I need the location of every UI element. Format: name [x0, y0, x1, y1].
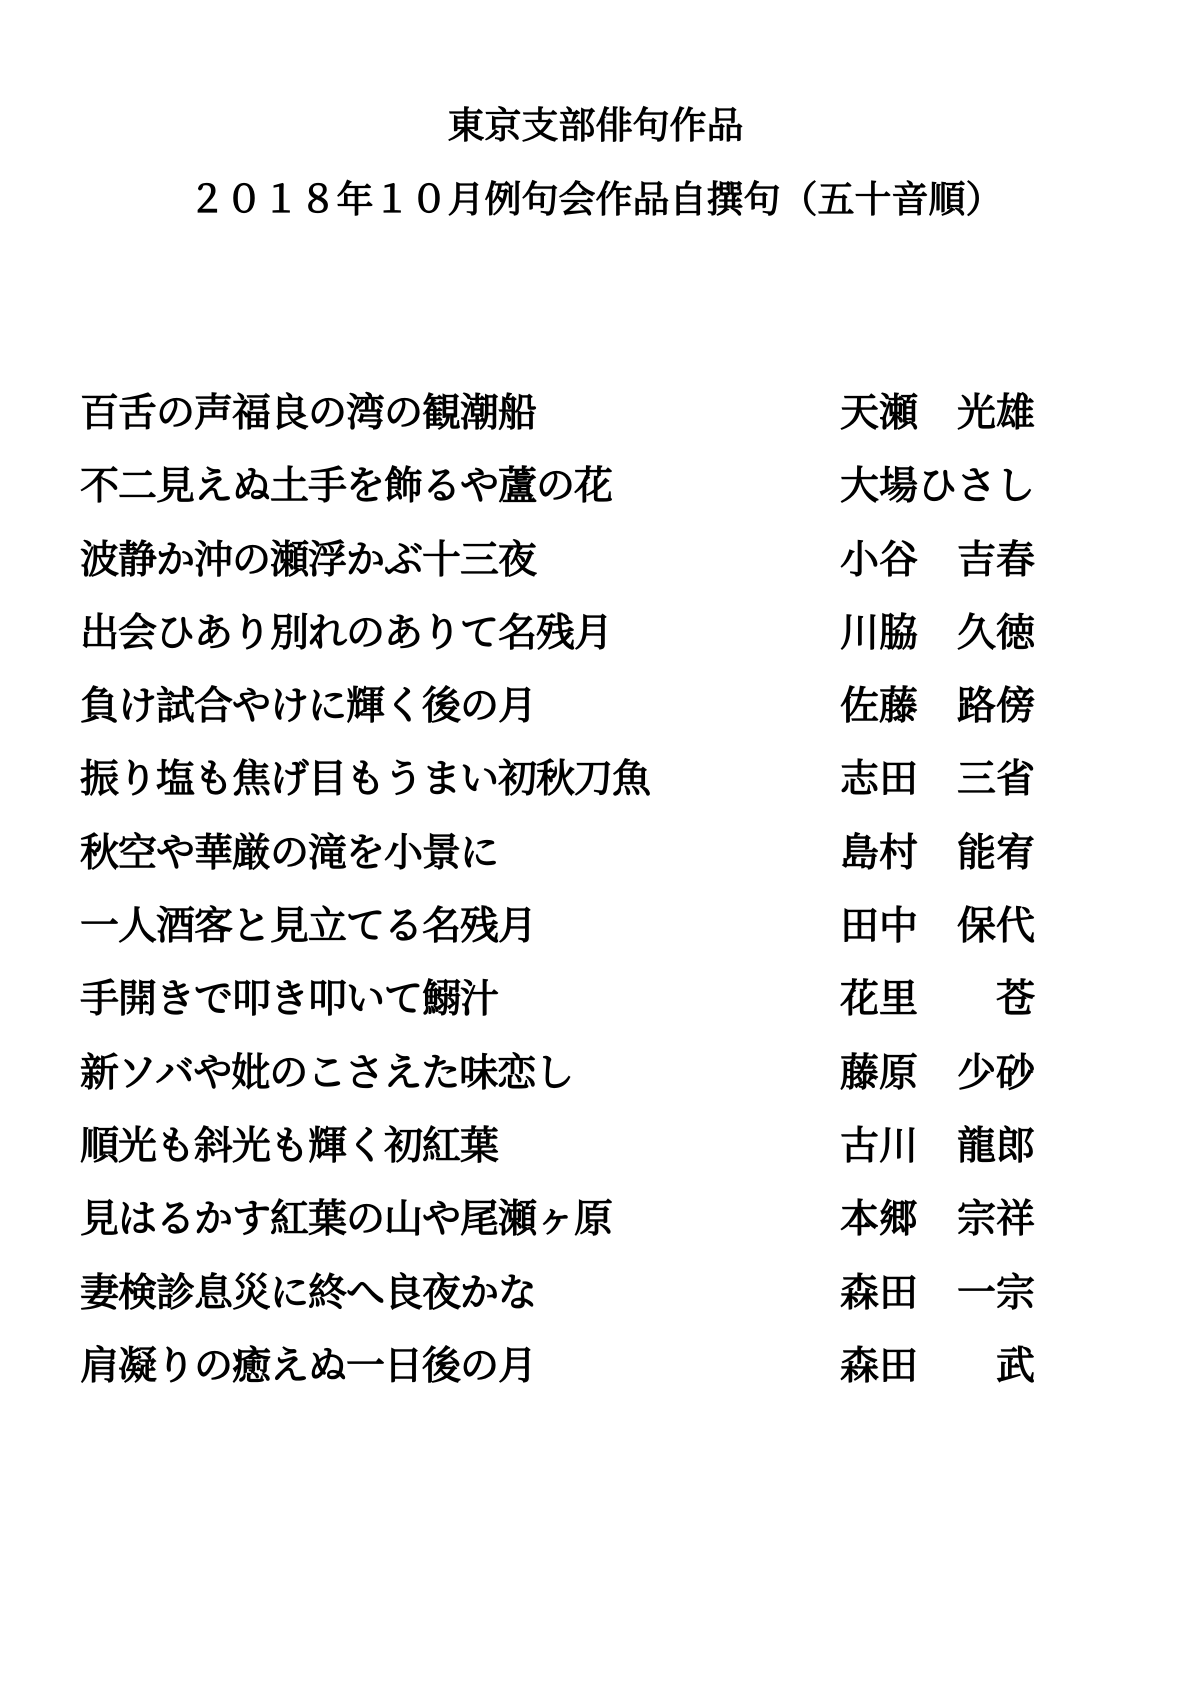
haiku-text: 妻検診息災に終へ良夜かな [80, 1269, 537, 1316]
haiku-text: 新ソバや妣のこさえた味恋し [80, 1049, 574, 1096]
document-subtitle: ２０１８年１０月例句会作品自撰句（五十音順） [188, 177, 1003, 221]
haiku-row [80, 461, 1080, 534]
haiku-author: 森田 武 [840, 1342, 1036, 1389]
haiku-text: 出会ひあり別れのありて名残月 [80, 609, 613, 656]
haiku-author: 古川 龍郎 [840, 1122, 1036, 1169]
haiku-author: 川脇 久徳 [840, 609, 1036, 656]
haiku-author: 田中 保代 [840, 903, 1036, 950]
haiku-author: 佐藤 路傍 [840, 683, 1036, 730]
haiku-row [80, 681, 1080, 754]
haiku-row [80, 828, 1080, 901]
haiku-row [80, 1341, 1080, 1414]
haiku-author: 天瀬 光雄 [840, 390, 1036, 436]
haiku-row [80, 1268, 1080, 1341]
haiku-author: 大場ひさし [840, 463, 1036, 510]
haiku-author: 島村 能宥 [840, 829, 1036, 876]
haiku-row [80, 1121, 1080, 1194]
haiku-text: 波静か沖の瀬浮かぶ十三夜 [80, 536, 537, 583]
haiku-row [80, 1194, 1080, 1267]
haiku-author: 藤原 少砂 [840, 1049, 1036, 1096]
haiku-text: 負け試合やけに輝く後の月 [80, 683, 537, 730]
haiku-text: 百舌の声福良の湾の観潮船 [80, 390, 537, 436]
haiku-row [80, 1048, 1080, 1121]
haiku-list [80, 388, 1080, 1414]
haiku-author: 本郷 宗祥 [840, 1196, 1036, 1243]
haiku-author: 花里 苍 [840, 976, 1036, 1023]
haiku-row [80, 535, 1080, 608]
haiku-text: 見はるかす紅葉の山や尾瀬ヶ原 [80, 1196, 613, 1243]
haiku-text: 秋空や華厳の滝を小景に [80, 829, 499, 876]
haiku-text: 不二見えぬ土手を飾るや蘆の花 [80, 463, 613, 510]
haiku-author: 志田 三省 [840, 756, 1036, 803]
haiku-row [80, 754, 1080, 827]
document-title: 東京支部俳句作品 [447, 103, 744, 147]
haiku-text: 一人酒客と見立てる名残月 [80, 903, 537, 950]
haiku-text: 手開きで叩き叩いて鰯汁 [80, 976, 499, 1023]
haiku-row [80, 901, 1080, 974]
haiku-text: 順光も斜光も輝く初紅葉 [80, 1122, 499, 1169]
haiku-row [80, 388, 1080, 461]
haiku-row [80, 974, 1080, 1047]
haiku-author: 小谷 吉春 [840, 536, 1036, 583]
haiku-row [80, 608, 1080, 681]
haiku-author: 森田 一宗 [840, 1269, 1036, 1316]
haiku-text: 肩凝りの癒えぬ一日後の月 [80, 1342, 537, 1389]
haiku-text: 振り塩も焦げ目もうまい初秋刀魚 [80, 756, 651, 803]
